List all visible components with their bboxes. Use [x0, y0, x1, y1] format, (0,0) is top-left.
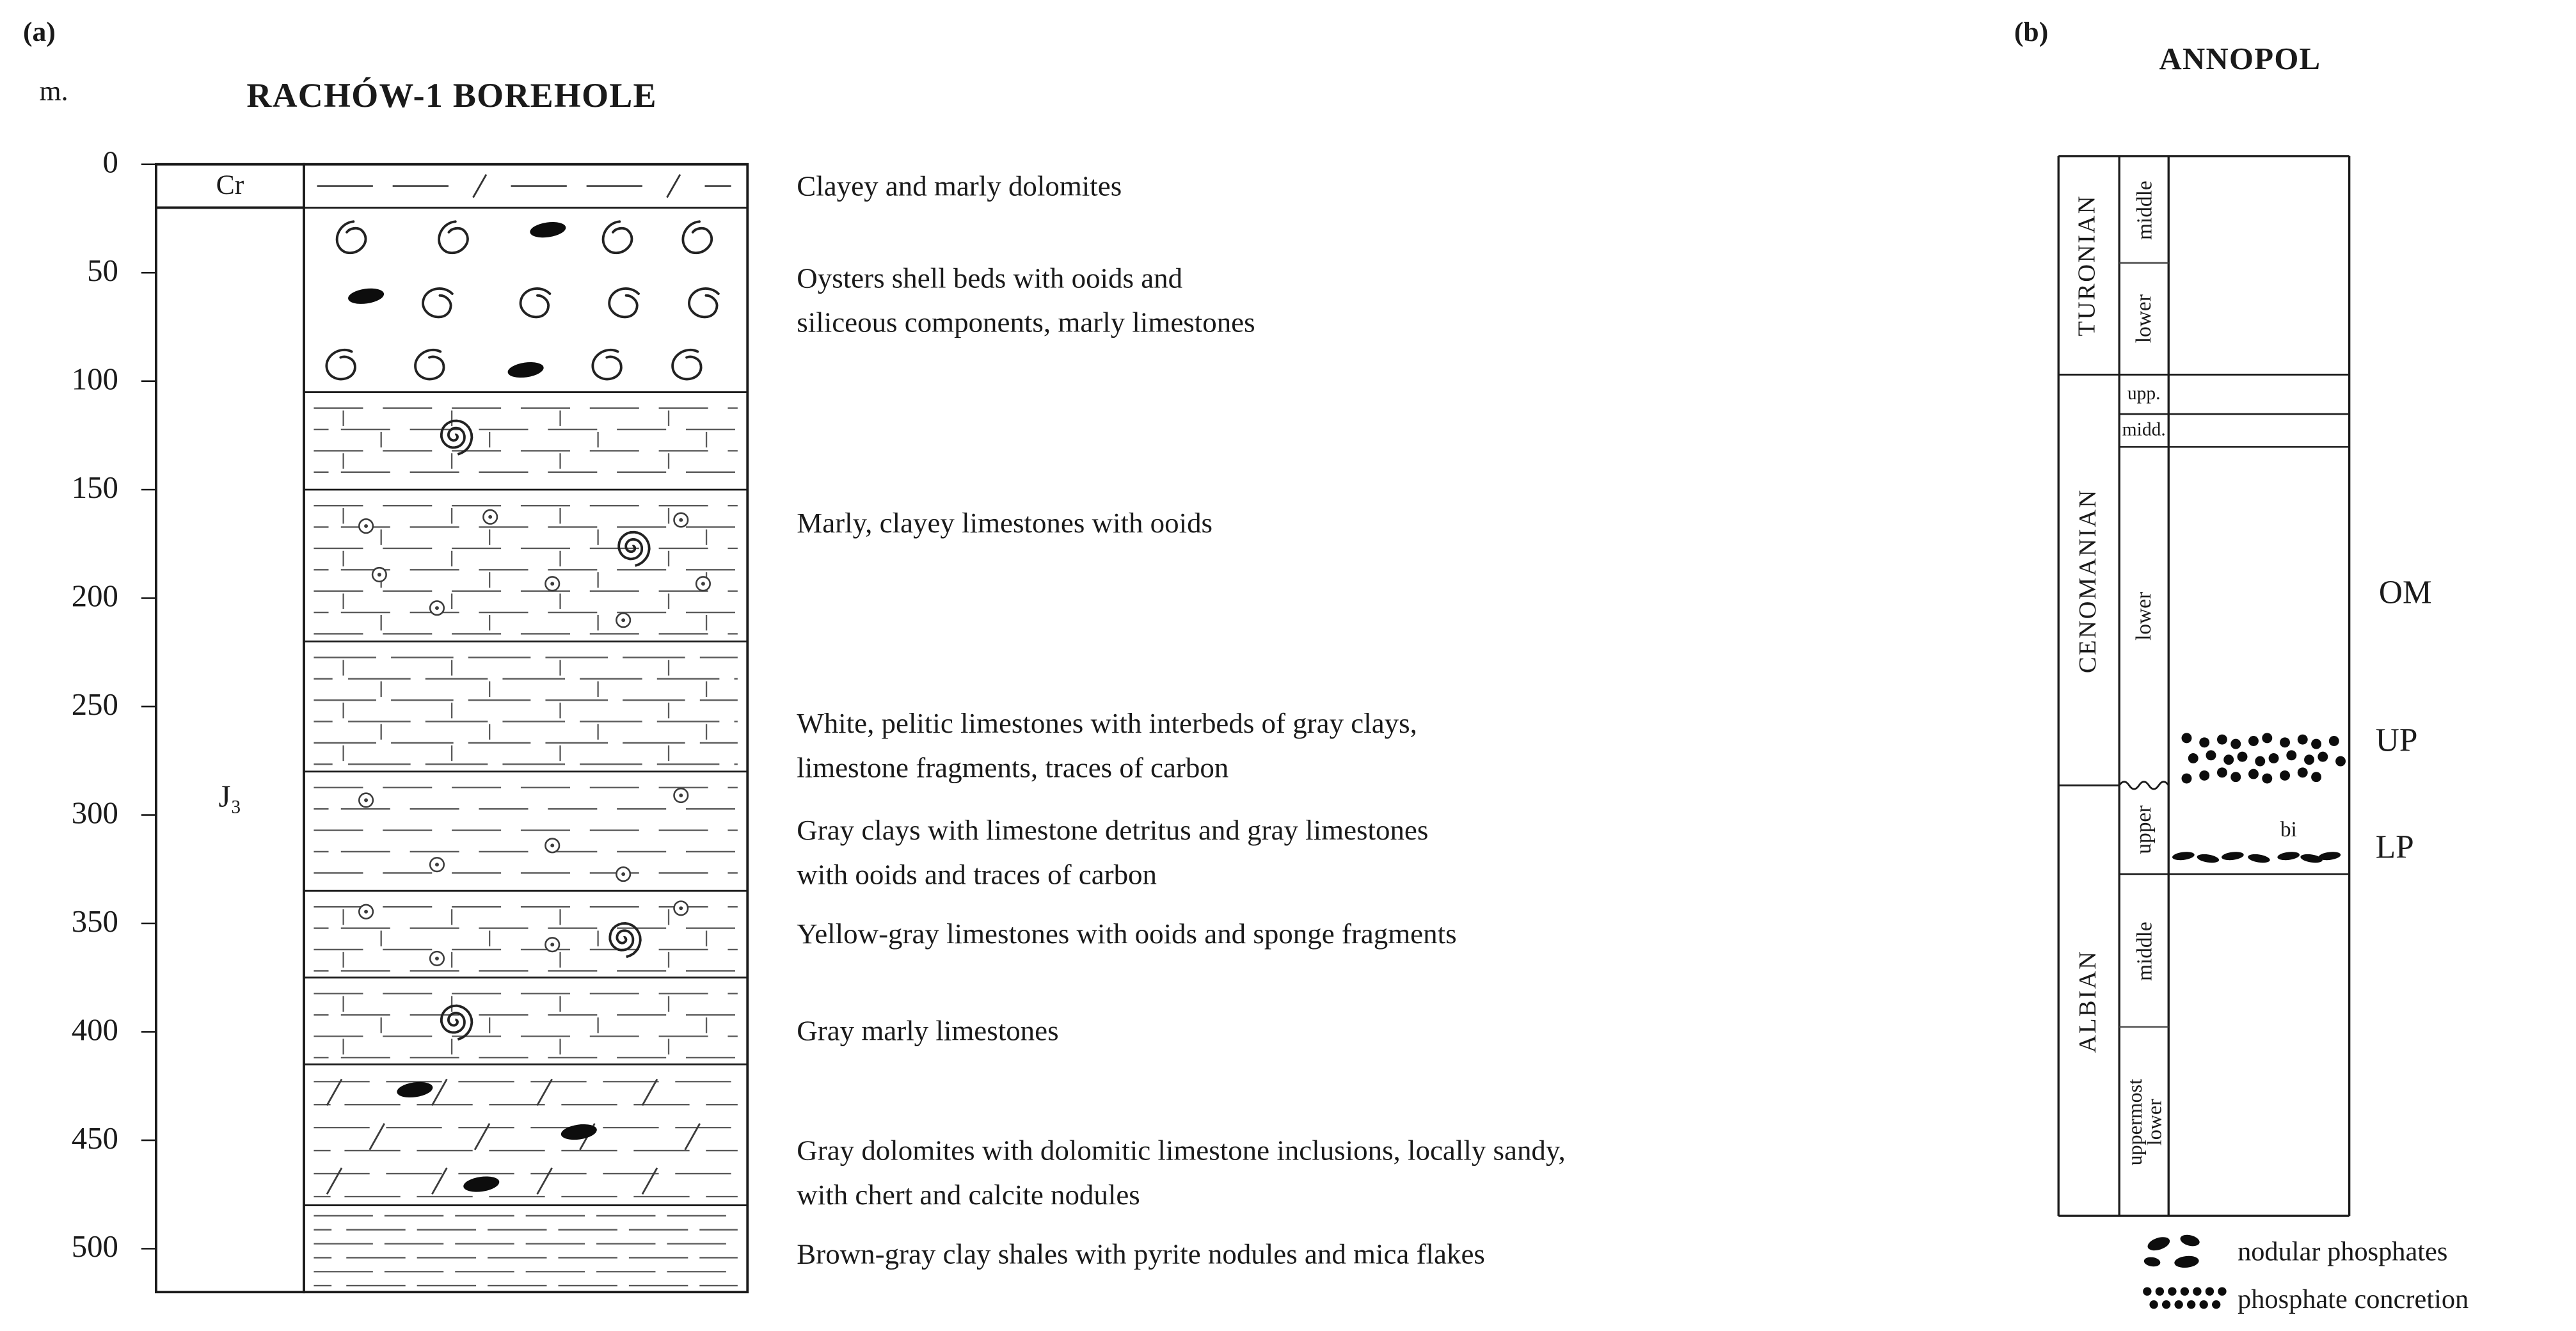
legend-label-nodular-phosphates: nodular phosphates — [2238, 1235, 2448, 1267]
depth-tick-label: 50 — [87, 254, 118, 289]
substage-label: middle — [2131, 180, 2156, 239]
stage-label: CENOMANIAN — [2074, 487, 2101, 673]
unit-description-line: Oysters shell beds with ooids and — [797, 260, 1183, 294]
depth-scale — [141, 164, 156, 1249]
lower-phosphates-band — [2172, 850, 2341, 864]
depth-tick-label: 500 — [71, 1231, 118, 1266]
unit-description-line: Clayey and marly dolomites — [797, 168, 1122, 202]
unit-description — [797, 701, 1417, 790]
depth-tick-label: 400 — [71, 1014, 118, 1049]
unit-description-line: Brown-gray clay shales with pyrite nodules and mica flakes — [797, 1236, 1485, 1270]
unit-description — [797, 1231, 1485, 1275]
substage-label — [2119, 1027, 2168, 1216]
unit-description-line: Gray clays with limestone detritus and gray limestones — [797, 813, 1429, 847]
depth-tick-label: 0 — [102, 146, 118, 181]
substage-label: middle — [2131, 921, 2156, 980]
unit-description-line: siliceous components, marly limestones — [797, 305, 1255, 338]
depth-tick-label: 150 — [71, 471, 118, 506]
upper-phosphates-band — [2182, 733, 2346, 783]
unit-description-line: with ooids and traces of carbon — [797, 857, 1157, 891]
stage-label: TURONIAN — [2074, 194, 2101, 337]
substage-label-line: uppermost — [2122, 1078, 2145, 1165]
unit-description — [797, 912, 1456, 956]
substage-label: upp. — [2127, 384, 2161, 404]
panel-b-title: ANNOPOL — [2159, 42, 2321, 77]
unit-description — [797, 500, 1212, 545]
substage-label-line: lower — [2142, 1097, 2166, 1145]
unit-description-line: limestone fragments, traces of carbon — [797, 751, 1229, 784]
age-label-cr: Cr — [216, 169, 244, 201]
unit-description-line: Gray dolomites with dolomitic limestone inclusions, locally sandy, — [797, 1133, 1566, 1167]
unit-description — [797, 255, 1255, 344]
marker-up: UP — [2375, 722, 2418, 760]
unit-description-line: White, pelitic limestones with interbeds of gray clays, — [797, 706, 1417, 740]
unit-description — [797, 808, 1428, 897]
substage-label: lower — [2131, 294, 2156, 344]
legend-icons — [2143, 1233, 2226, 1309]
age-column — [156, 164, 304, 1292]
unit-description-line: Marly, clayey limestones with ooids — [797, 506, 1213, 539]
unit-description-line: Yellow-gray limestones with ooids and sponge fragments — [797, 916, 1457, 950]
age-label-j3: J₃ — [218, 780, 242, 815]
marker-lp: LP — [2375, 829, 2414, 866]
depth-unit-label: m. — [39, 76, 68, 107]
panel-a-label: (a) — [22, 16, 56, 48]
depth-tick-label: 450 — [71, 1122, 118, 1157]
unit-description-line: Gray marly limestones — [797, 1013, 1059, 1047]
depth-tick-label: 200 — [71, 580, 118, 615]
depth-tick-label: 250 — [71, 688, 118, 723]
unit-description — [797, 164, 1122, 208]
substage-label: lower — [2131, 591, 2156, 641]
depth-tick-label: 300 — [71, 797, 118, 832]
unit-description — [797, 1008, 1058, 1053]
depth-tick-label: 350 — [71, 905, 118, 940]
marker-om: OM — [2378, 575, 2432, 612]
legend-label-phosphate-concretion: phosphate concretion — [2238, 1283, 2469, 1315]
unit-description — [797, 1128, 1565, 1217]
nodular-phosphates-icon — [2143, 1233, 2201, 1269]
marker-bi: bi — [2280, 817, 2297, 841]
unit-description-line: with chert and calcite nodules — [797, 1177, 1140, 1211]
panel-b-label: (b) — [2014, 16, 2049, 48]
stage-label: ALBIAN — [2074, 949, 2101, 1053]
substage-label: upper — [2131, 805, 2156, 854]
substage-label: midd. — [2122, 420, 2166, 441]
panel-a-title: RACHÓW-1 BOREHOLE — [246, 76, 657, 115]
depth-tick-label: 100 — [71, 363, 118, 398]
phosphate-concretion-icon — [2143, 1287, 2226, 1309]
lithology-column — [304, 164, 747, 1292]
